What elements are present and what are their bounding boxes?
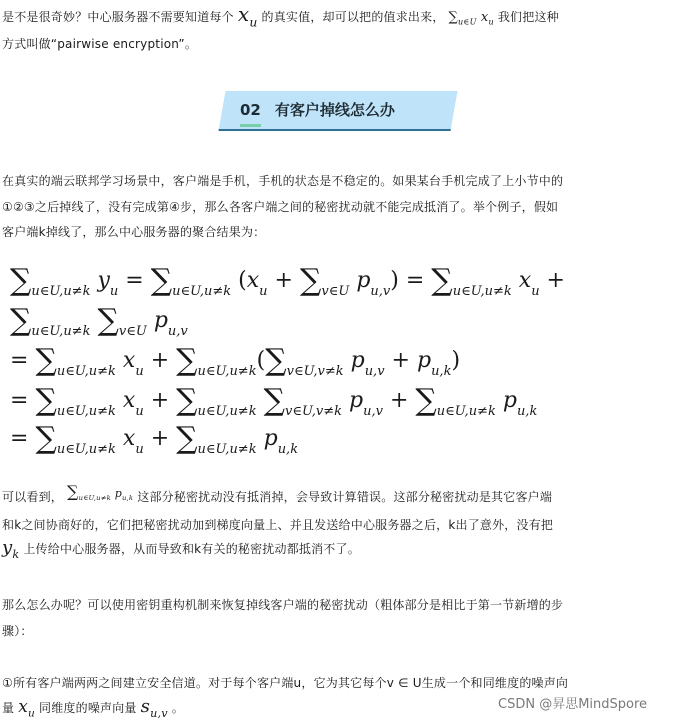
- para1-line2: 方式叫做“pairwise encryption”。: [2, 37, 198, 51]
- section-number: 02: [240, 97, 261, 127]
- math-sum-xu: $\sum_{u\in U}$ $x_u$: [448, 10, 494, 27]
- math-x-u: $x_u$: [237, 2, 258, 30]
- para1-line1: [2, 2, 559, 31]
- math-x-u-2: $x_u$: [18, 697, 35, 720]
- para3-text-b: 这部分秘密扰动没有抵消掉，会导致计算错误。这部分秘密扰动是其它客户端: [137, 490, 553, 504]
- equation-line3: = $\sum_{u\in U,u\ne k}$ $x_u + \sum_{u\in U,u\ne k}(\sum_{v\in U,v\ne k}$ $p_{u,v} + p_{u,k}$): [10, 343, 461, 379]
- equation-line2: $\sum_{u\in U,u\ne k}$ $\sum_{v\in U}$ $p_{u,v}$: [10, 303, 188, 339]
- para3-text-a: 可以看到，: [2, 490, 64, 504]
- para3-line2: 和k之间协商好的，它们把秘密扰动加到梯度向量上、并且发送给中心服务器之后，k出了意外，没有把: [2, 518, 554, 532]
- equation-line4: = $\sum_{u\in U,u\ne k}$ $x_u + \sum_{u\in U,u\ne k}$ $\sum_{v\in U,v\ne k}$ $p_{u,v} + \sum_{u\in U,u\ne k}$ $p_{u,k}$: [10, 383, 538, 419]
- math-y-k: $y_k$: [2, 537, 20, 562]
- section-title: 有客户掉线怎么办: [274, 101, 395, 119]
- math-sum-puk: $\sum_{u\in U,u\ne k}$ $p_{u,k}$: [67, 482, 134, 503]
- para4-line1: 那么怎么办呢？可以使用密钥重构机制来恢复掉线客户端的秘密扰动（粗体部分是相比于第一节新增的步: [2, 598, 564, 612]
- para5-text-a: 量: [2, 701, 15, 715]
- para5-line2: [2, 696, 184, 722]
- para3-line3: [2, 537, 360, 563]
- para3-line1: [2, 482, 553, 510]
- para4-line2: 骤）：: [2, 624, 33, 638]
- csdn-watermark: CSDN @昇思MindSpore: [498, 697, 648, 712]
- section-banner: [240, 97, 395, 123]
- para3-text-c: 上传给中心服务器，从而导致和k有关的秘密扰动都抵消不了。: [23, 542, 360, 556]
- equation-line5: = $\sum_{u\in U,u\ne k}$ $x_u + \sum_{u\in U,u\ne k}$ $p_{u,k}$: [10, 421, 299, 457]
- para1-text-c: 我们把这种: [497, 10, 559, 24]
- para2-line2: ①②③之后掉线了，没有完成第④步，那么各客户端之间的秘密扰动就不能完成抵消了。举个例子，假如: [2, 200, 559, 214]
- para1-text-b: 的真实值，却可以把的值求出来，: [261, 10, 445, 24]
- para1-text-a: 是不是很奇妙？中心服务器不需要知道每个: [2, 10, 234, 24]
- para2-line3: 客户端k掉线了，那么中心服务器的聚合结果为：: [2, 225, 266, 239]
- equation-line1: $\sum_{u\in U,u\ne k}$ $y_u = \sum_{u\in U,u\ne k}$ ($x_u + \sum_{v\in U}$ $p_{u,v}) = \sum_{u\in U,u\ne k}$ $x_u$ +: [10, 263, 565, 299]
- para5-text-c: 。: [171, 701, 184, 715]
- para2-line1: 在真实的端云联邦学习场景中，客户端是手机，手机的状态是不稳定的。如果某台手机完成了上小节中的: [2, 174, 564, 188]
- para5-text-b: 同维度的噪声向量: [39, 701, 137, 715]
- math-s-uv: $s_{u,v}$: [140, 696, 168, 721]
- para5-line1: ①所有客户端两两之间建立安全信道。对于每个客户端u，它为其它每个v ∈ U生成一个和同维度的噪声向: [2, 676, 569, 690]
